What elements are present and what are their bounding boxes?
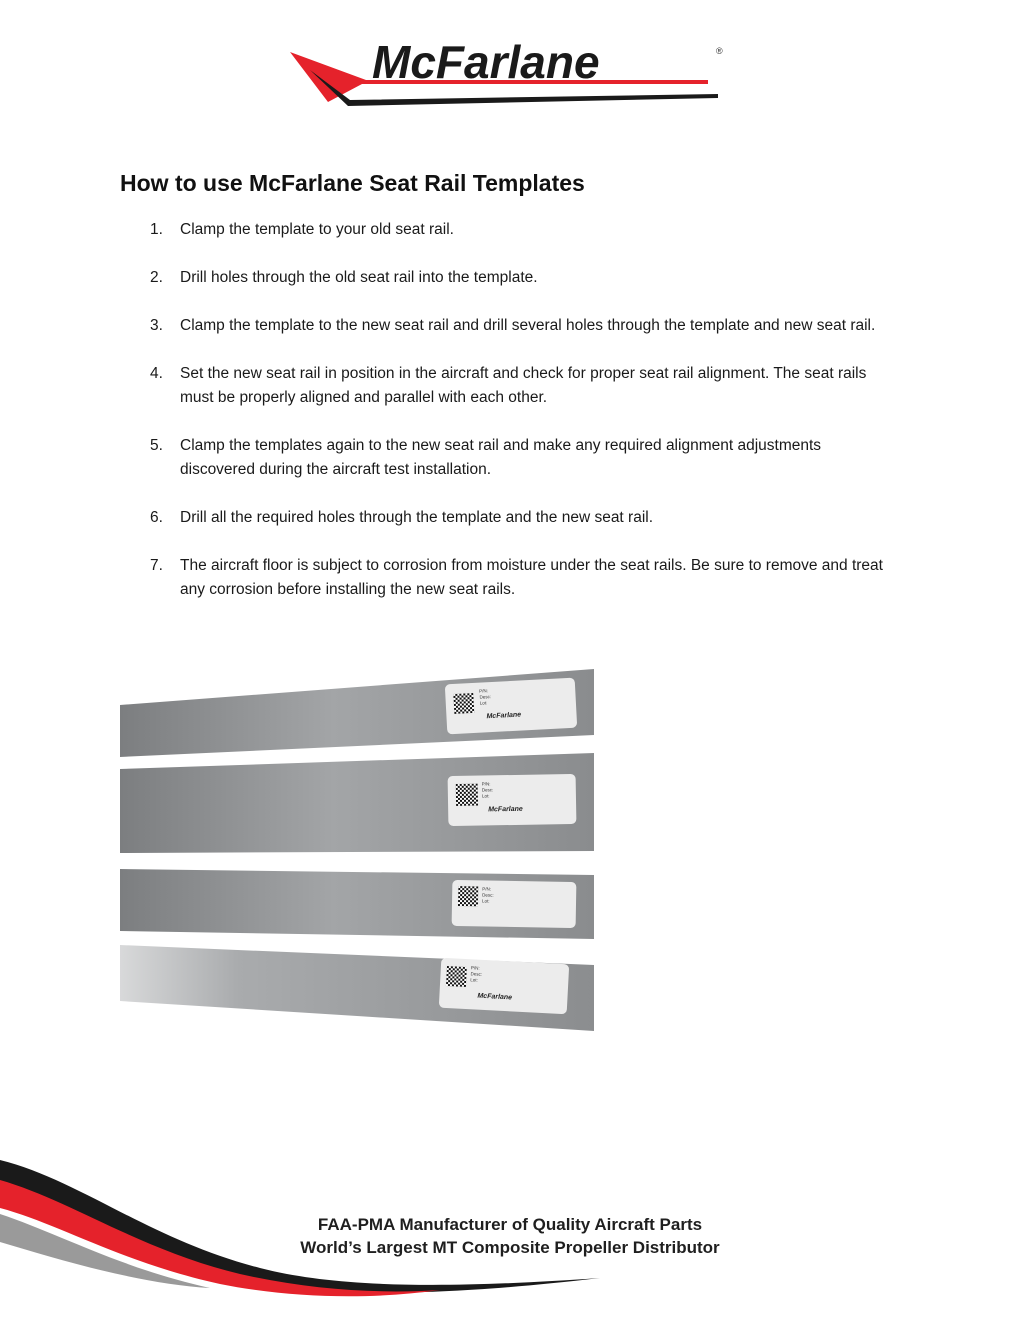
instruction-step bbox=[140, 554, 900, 602]
step-text: Clamp the templates again to the new seat rail and make any required alignment adjustments discovered during the aircraft test installation. bbox=[180, 437, 822, 478]
instruction-step bbox=[140, 434, 900, 482]
seat-rail bbox=[120, 869, 594, 939]
page-title: How to use McFarlane Seat Rail Templates bbox=[120, 170, 585, 196]
svg-text:McFarlane: McFarlane bbox=[477, 992, 513, 1002]
svg-text:Desc:: Desc: bbox=[479, 694, 492, 700]
logo-wordmark: McFarlane bbox=[372, 40, 600, 88]
step-text: Set the new seat rail in position in the aircraft and check for proper seat rail alignment. The seat rails must be properly aligned and parallel with each other. bbox=[180, 365, 867, 406]
svg-text:Desc:: Desc: bbox=[470, 971, 483, 977]
svg-text:Lot:: Lot: bbox=[470, 977, 478, 983]
step-text: Clamp the template to your old seat rail. bbox=[180, 221, 454, 238]
footer-tagline-line1: FAA-PMA Manufacturer of Quality Aircraft Parts bbox=[317, 1215, 703, 1234]
step-number: 5. bbox=[150, 437, 163, 454]
instruction-step bbox=[140, 218, 900, 242]
step-text: Drill all the required holes through the template and the new seat rail. bbox=[180, 509, 654, 526]
svg-text:Desc:: Desc: bbox=[482, 892, 494, 898]
footer-tagline-line2: World’s Largest MT Composite Propeller Distributor bbox=[300, 1238, 720, 1257]
svg-text:P/N:: P/N: bbox=[482, 886, 492, 892]
step-number: 1. bbox=[150, 221, 163, 238]
registered-mark: ® bbox=[716, 46, 723, 56]
svg-text:Lot:: Lot: bbox=[482, 898, 490, 904]
svg-text:P/N:: P/N: bbox=[470, 965, 480, 971]
step-number: 4. bbox=[150, 365, 163, 382]
instruction-step bbox=[140, 266, 900, 290]
step-text: Drill holes through the old seat rail into the template. bbox=[180, 269, 538, 286]
svg-text:Lot:: Lot: bbox=[479, 700, 488, 706]
step-number: 7. bbox=[150, 557, 163, 574]
step-number: 2. bbox=[150, 269, 163, 286]
instruction-list bbox=[140, 218, 900, 626]
step-number: 3. bbox=[150, 317, 163, 334]
svg-text:P/N:: P/N: bbox=[479, 688, 489, 694]
step-text: Clamp the template to the new seat rail and drill several holes through the template and new seat rail. bbox=[180, 317, 876, 334]
svg-text:McFarlane: McFarlane bbox=[488, 805, 523, 814]
seat-rail bbox=[120, 753, 594, 853]
mcfarlane-logo bbox=[288, 40, 728, 116]
instruction-step bbox=[140, 314, 900, 338]
seat-rail bbox=[120, 669, 594, 757]
seat-rail-templates-photo bbox=[118, 665, 598, 1037]
step-number: 6. bbox=[150, 509, 163, 526]
svg-text:McFarlane: McFarlane bbox=[486, 711, 522, 721]
seat-rail bbox=[120, 945, 594, 1031]
svg-text:P/N:: P/N: bbox=[481, 781, 491, 787]
instruction-step bbox=[140, 362, 900, 410]
svg-text:Desc:: Desc: bbox=[481, 787, 494, 793]
instruction-step bbox=[140, 506, 900, 530]
svg-text:Lot:: Lot: bbox=[481, 793, 490, 799]
step-text: The aircraft floor is subject to corrosion from moisture under the seat rails. Be sure to remove and treat any corrosion before installing the new seat rails. bbox=[180, 557, 883, 598]
